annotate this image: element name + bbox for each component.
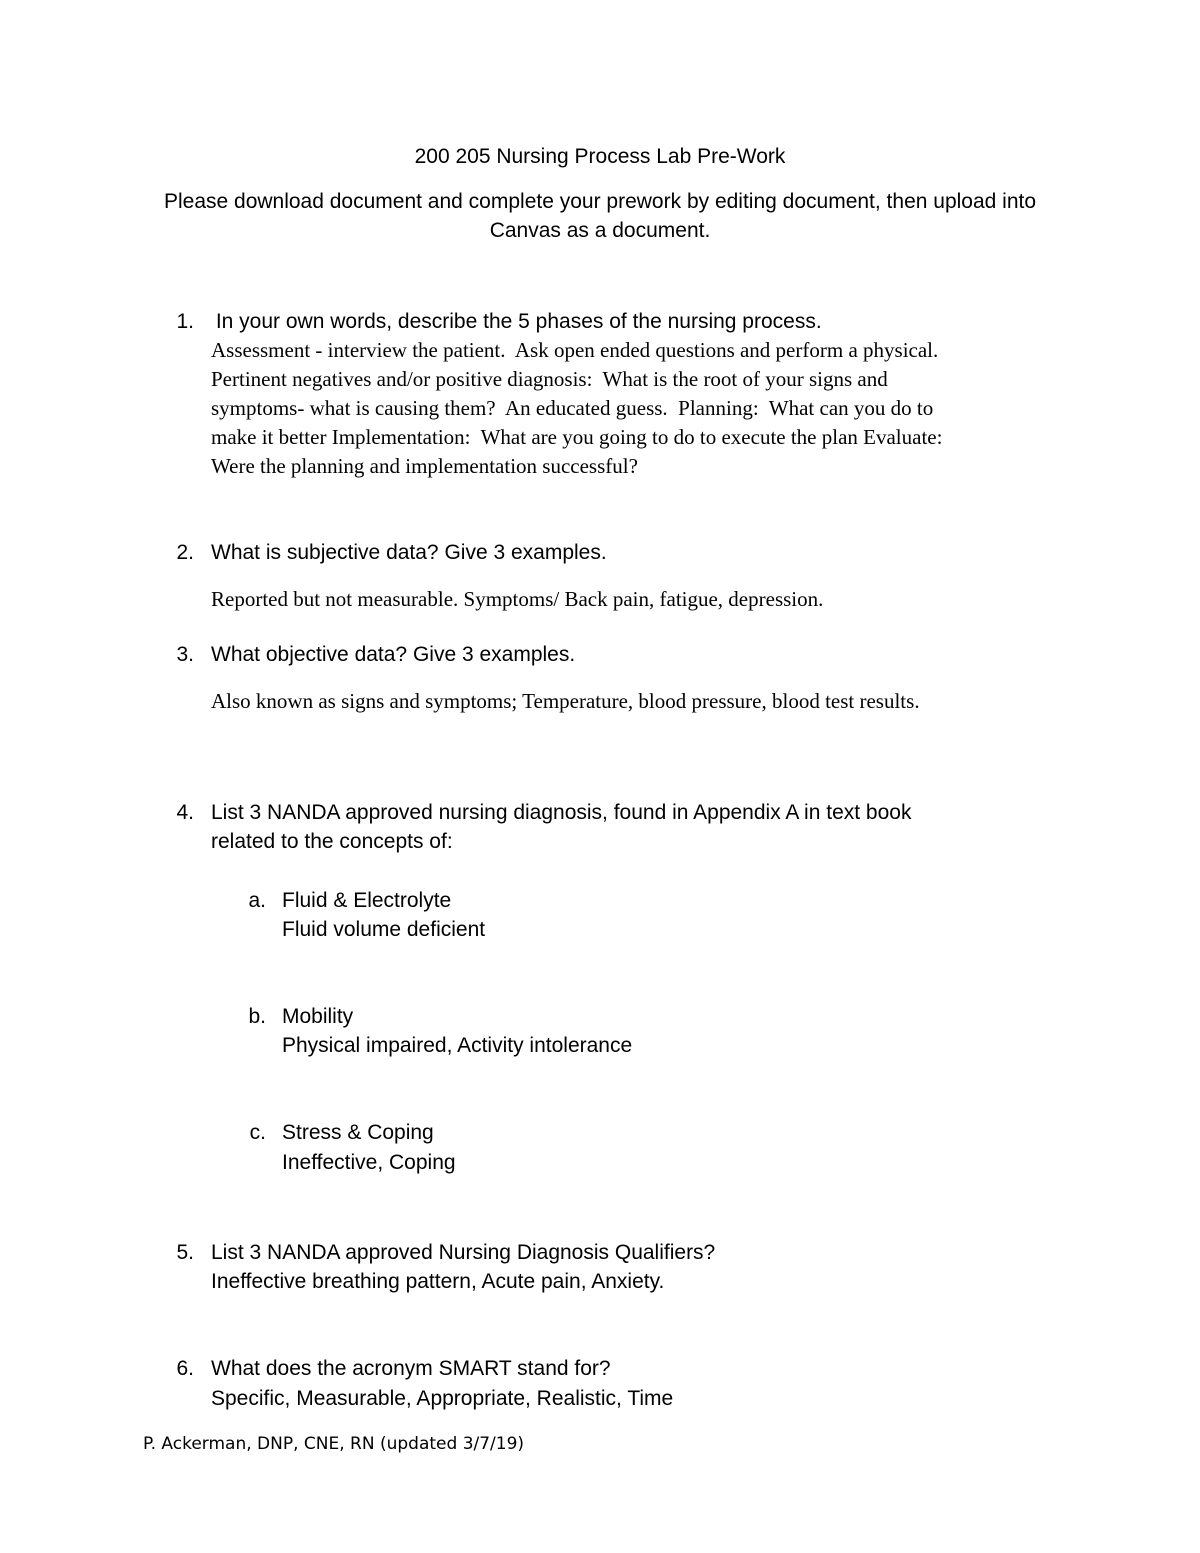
question-text: List 3 NANDA approved Nursing Diagnosis Qualifiers? [211, 1241, 716, 1264]
subitem-letter: b. [248, 1005, 266, 1028]
subitem-letter: a. [248, 889, 266, 912]
subitem-answer: Physical impaired, Activity intolerance [282, 1034, 633, 1057]
subitem-concept: Fluid & Electrolyte [282, 889, 452, 912]
question-number: 3. [176, 643, 194, 666]
document-title: 200 205 Nursing Process Lab Pre-Work [414, 145, 786, 168]
question-number: 2. [176, 541, 194, 564]
page-footer: P. Ackerman, DNP, CNE, RN (updated 3/7/19) [143, 1434, 525, 1454]
answer-line: Assessment - interview the patient. Ask open ended questions and perform a physical. [211, 338, 939, 362]
question-text-line: List 3 NANDA approved nursing diagnosis, found in Appendix A in text book [211, 801, 912, 824]
question-number: 1. [176, 310, 194, 333]
question-number: 6. [176, 1357, 194, 1380]
answer-text: Reported but not measurable. Symptoms/ Back pain, fatigue, depression. [211, 587, 824, 611]
question-text-line: related to the concepts of: [211, 830, 453, 853]
question-text: In your own words, describe the 5 phases of the nursing process. [210, 310, 822, 333]
answer-line: Pertinent negatives and/or positive diagnosis: What is the root of your signs and [211, 367, 888, 391]
subitem-concept: Mobility [282, 1005, 354, 1028]
question-text: What does the acronym SMART stand for? [211, 1357, 611, 1380]
answer-line: make it better Implementation: What are you going to do to execute the plan Evaluate: [211, 425, 943, 449]
answer-line: Were the planning and implementation successful? [211, 454, 638, 478]
subitem-answer: Fluid volume deficient [282, 918, 486, 941]
answer-text: Also known as signs and symptoms; Temperature, blood pressure, blood test results. [211, 689, 920, 713]
instructions-text: Please download document and complete your prework by editing document, then upload into Canvas as a document. [163, 190, 1037, 242]
subitem-concept: Stress & Coping [282, 1121, 434, 1144]
answer-text: Ineffective breathing pattern, Acute pain, Anxiety. [211, 1270, 665, 1293]
question-text: What objective data? Give 3 examples. [211, 643, 576, 666]
subitem-answer: Ineffective, Coping [282, 1151, 456, 1174]
answer-line: symptoms- what is causing them? An educated guess. Planning: What can you do to [211, 396, 934, 420]
question-number: 5. [176, 1241, 194, 1264]
question-number: 4. [176, 801, 194, 824]
question-text: What is subjective data? Give 3 examples. [211, 541, 607, 564]
subitem-letter: c. [249, 1121, 266, 1144]
answer-text: Specific, Measurable, Appropriate, Realistic, Time [211, 1387, 674, 1410]
